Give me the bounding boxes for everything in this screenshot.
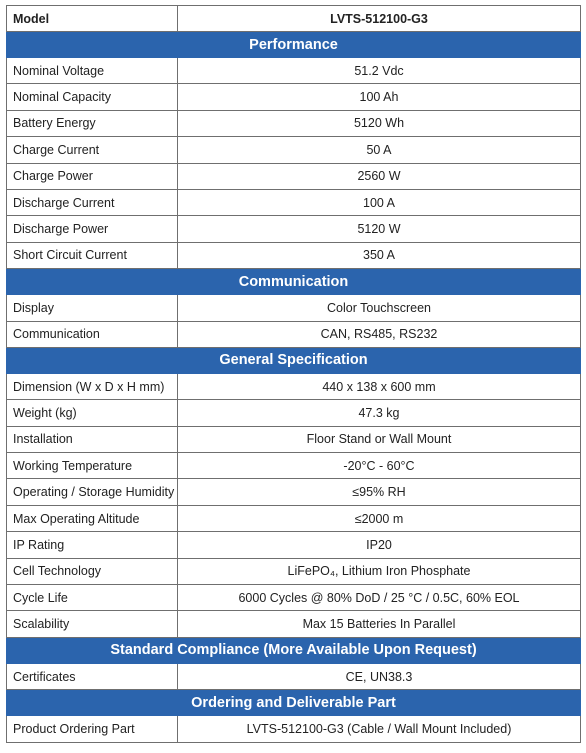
section-title: Communication (7, 269, 581, 295)
spec-label: Cycle Life (7, 585, 178, 611)
table-row (7, 532, 581, 558)
spec-value: ≤2000 m (178, 505, 581, 531)
section-title: Ordering and Deliverable Part (7, 690, 581, 716)
spec-value: 350 A (178, 242, 581, 268)
spec-label: Dimension (W x D x H mm) (7, 373, 178, 399)
table-row (7, 242, 581, 268)
table-row (7, 585, 581, 611)
spec-label: Display (7, 295, 178, 321)
table-row (7, 321, 581, 347)
spec-value: 6000 Cycles @ 80% DoD / 25 °C / 0.5C, 60% EOL (178, 585, 581, 611)
model-value: LVTS-512100-G3 (178, 6, 581, 32)
spec-value: 5120 Wh (178, 110, 581, 136)
section-header-row (7, 690, 581, 716)
spec-value: LVTS-512100-G3 (Cable / Wall Mount Included) (178, 716, 581, 742)
spec-table (6, 5, 581, 743)
section-header-row (7, 637, 581, 663)
section-header-row (7, 269, 581, 295)
table-row (7, 189, 581, 215)
spec-label: Battery Energy (7, 110, 178, 136)
table-row (7, 716, 581, 742)
table-row (7, 426, 581, 452)
spec-value: 100 Ah (178, 84, 581, 110)
spec-label: Communication (7, 321, 178, 347)
spec-value: CE, UN38.3 (178, 663, 581, 689)
table-row (7, 479, 581, 505)
table-row (7, 611, 581, 637)
section-title: Performance (7, 32, 581, 58)
spec-value: Max 15 Batteries In Parallel (178, 611, 581, 637)
spec-label: Charge Current (7, 137, 178, 163)
spec-value: Floor Stand or Wall Mount (178, 426, 581, 452)
table-row (7, 163, 581, 189)
spec-label: Nominal Capacity (7, 84, 178, 110)
spec-value: ≤95% RH (178, 479, 581, 505)
spec-value: 47.3 kg (178, 400, 581, 426)
spec-label: Short Circuit Current (7, 242, 178, 268)
spec-label: Certificates (7, 663, 178, 689)
spec-value: 50 A (178, 137, 581, 163)
spec-label: Discharge Current (7, 189, 178, 215)
spec-value: 2560 W (178, 163, 581, 189)
spec-value: IP20 (178, 532, 581, 558)
spec-value: 51.2 Vdc (178, 58, 581, 84)
spec-label: IP Rating (7, 532, 178, 558)
section-header-row (7, 347, 581, 373)
table-row (7, 453, 581, 479)
spec-label: Product Ordering Part (7, 716, 178, 742)
table-row (7, 373, 581, 399)
spec-label: Charge Power (7, 163, 178, 189)
section-header-row (7, 32, 581, 58)
spec-value: Color Touchscreen (178, 295, 581, 321)
spec-value: 5120 W (178, 216, 581, 242)
spec-label: Scalability (7, 611, 178, 637)
spec-value: 100 A (178, 189, 581, 215)
table-row (7, 137, 581, 163)
spec-label: Max Operating Altitude (7, 505, 178, 531)
model-row (7, 6, 581, 32)
spec-label: Working Temperature (7, 453, 178, 479)
model-label: Model (7, 6, 178, 32)
table-row (7, 110, 581, 136)
table-row (7, 216, 581, 242)
table-row (7, 295, 581, 321)
table-row (7, 663, 581, 689)
table-row (7, 558, 581, 584)
spec-table-body (7, 6, 581, 743)
spec-value: -20°C - 60°C (178, 453, 581, 479)
spec-label: Installation (7, 426, 178, 452)
table-row (7, 400, 581, 426)
spec-label: Discharge Power (7, 216, 178, 242)
spec-label: Weight (kg) (7, 400, 178, 426)
table-row (7, 84, 581, 110)
spec-label: Cell Technology (7, 558, 178, 584)
section-title: Standard Compliance (More Available Upon Request) (7, 637, 581, 663)
section-title: General Specification (7, 347, 581, 373)
spec-value: 440 x 138 x 600 mm (178, 373, 581, 399)
spec-value: LiFePO₄, Lithium Iron Phosphate (178, 558, 581, 584)
table-row (7, 58, 581, 84)
table-row (7, 505, 581, 531)
spec-label: Operating / Storage Humidity (7, 479, 178, 505)
spec-value: CAN, RS485, RS232 (178, 321, 581, 347)
spec-label: Nominal Voltage (7, 58, 178, 84)
